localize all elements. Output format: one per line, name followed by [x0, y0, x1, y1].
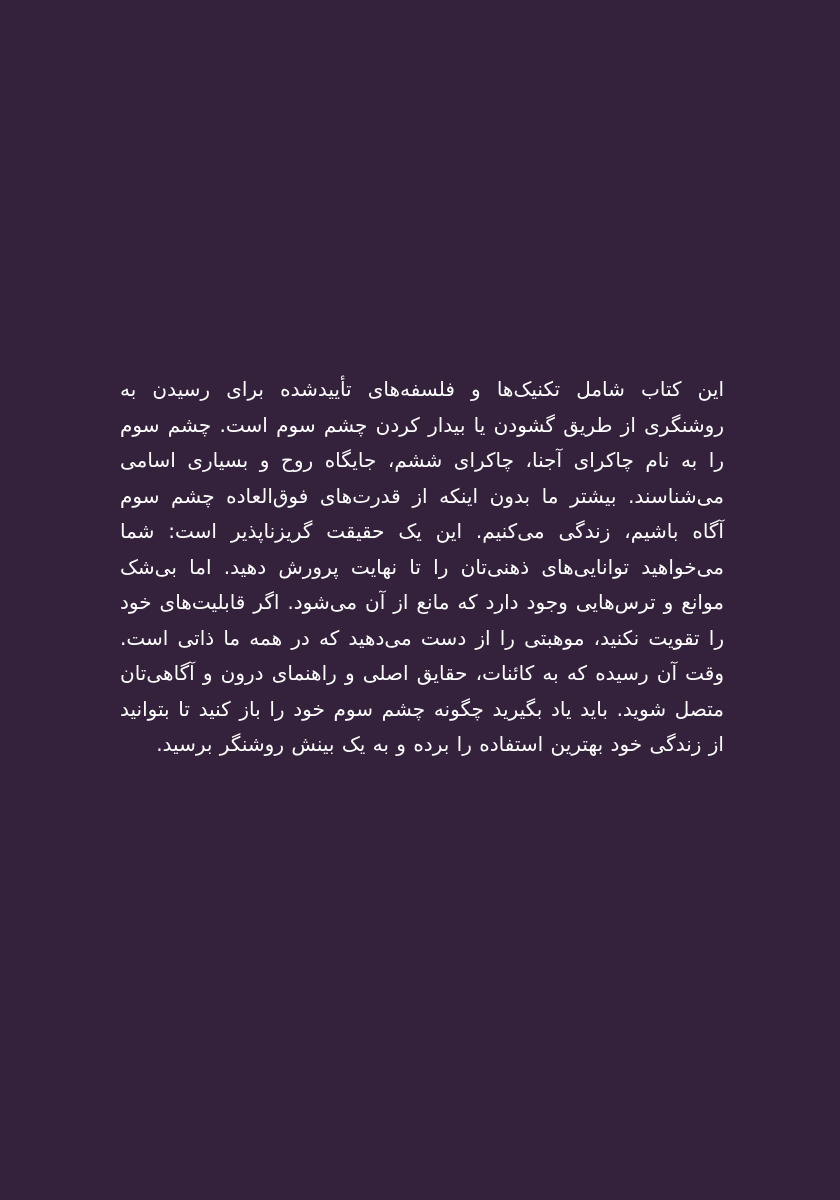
- body-paragraph: این کتاب شامل تکنیک‌ها و فلسفه‌های تأییدشده برای رسیدن به روشنگری از طریق گشودن یا بیدار کردن چشم سوم است. چشم سوم را به نام چاکرای آجنا، چاکرای ششم، جایگاه روح و بسیاری اسامی می‌شناسند. بیشتر ما بدون اینکه از قدرت‌های فوق‌العاده چشم سوم آگاه باشیم، زندگی می‌کنیم. این یک حقیقت گریزناپذیر است: شما می‌خواهید توانایی‌های ذهنی‌تان را تا نهایت پرورش دهید. اما بی‌شک موانع و ترس‌هایی وجود دارد که مانع از آن می‌شود. اگر قابلیت‌های خود را تقویت نکنید، موهبتی را از دست می‌دهید که در همه ما ذاتی است. وقت آن رسیده که به کائنات، حقایق اصلی و راهنمای درون و آگاهی‌تان متصل شوید. باید یاد بگیرید چگونه چشم سوم خود را باز کنید تا بتوانید از زندگی خود بهترین استفاده را برده و به یک بینش روشنگر برسید.: [120, 377, 724, 756]
